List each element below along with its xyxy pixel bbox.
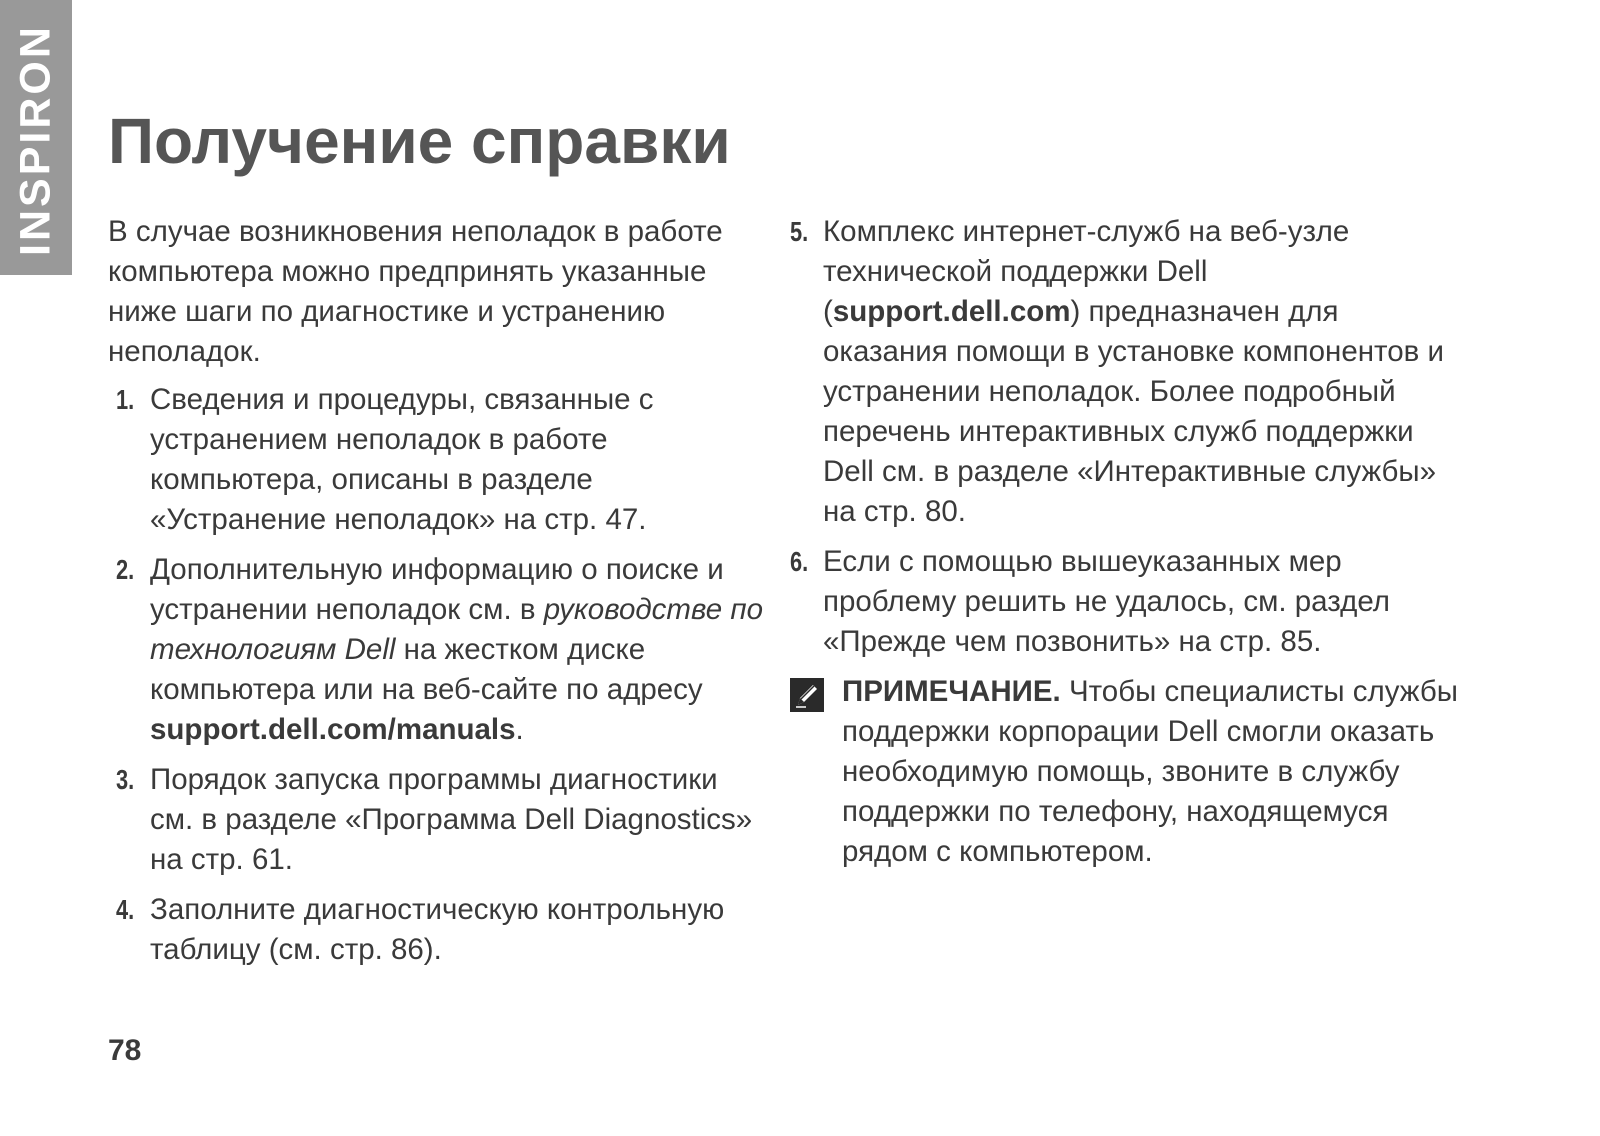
- side-brand-tab: [0, 0, 72, 275]
- page-title: Получение справки: [108, 105, 731, 177]
- step-6: [790, 542, 1470, 662]
- brand-label: INSPIRON: [11, 24, 60, 256]
- step-number: 4.: [116, 894, 135, 925]
- note-label: ПРИМЕЧАНИЕ.: [842, 675, 1061, 708]
- note-block: [790, 672, 1470, 872]
- step-5: [790, 212, 1470, 532]
- step-text: ) предназначен для оказания помощи в установке компонентов и устранении неполадок. Более подробный перечень интерактивных служб поддержки Dell см. в разделе «Интерактивные службы» на стр. 80.: [823, 295, 1444, 528]
- manuals-url: support.dell.com/manuals: [150, 713, 516, 746]
- left-column: [108, 212, 768, 980]
- step-number: 2.: [116, 554, 135, 585]
- note-text: Чтобы специалисты службы поддержки корпорации Dell смогли оказать необходимую помощь, звоните в службу поддержки по телефону, находящемуся рядом с компьютером.: [842, 675, 1458, 868]
- step-text: на жестком диске компьютера или на веб-сайте по адресу: [150, 633, 703, 706]
- step-number: 6.: [790, 546, 809, 577]
- step-text: Заполните диагностическую контрольную таблицу (см. стр. 86).: [150, 893, 725, 966]
- right-column: [790, 212, 1470, 872]
- step-text: Комплекс интернет-служб на веб-узле технической поддержки Dell (: [823, 215, 1350, 328]
- step-number: 1.: [116, 384, 135, 415]
- step-text: Сведения и процедуры, связанные с устранением неполадок в работе компьютера, описаны в разделе «Устранение неполадок» на стр. 47.: [150, 383, 654, 536]
- step-text: Дополнительную информацию о поиске и устранении неполадок см. в: [150, 553, 724, 626]
- step-text: Порядок запуска программы диагностики см. в разделе «Программа Dell Diagnostics» на стр. 61.: [150, 763, 753, 876]
- step-3: [108, 760, 768, 880]
- note-pencil-icon: [790, 678, 824, 712]
- step-1: [108, 380, 768, 540]
- guide-title-italic: руководстве по технологиям Dell: [150, 593, 763, 666]
- step-4: [108, 890, 768, 970]
- step-text-end: .: [515, 713, 524, 746]
- step-text: Если с помощью вышеуказанных мер проблему решить не удалось, см. раздел «Прежде чем позвонить» на стр. 85.: [823, 545, 1390, 658]
- step-number: 5.: [790, 216, 809, 247]
- page-number: 78: [108, 1034, 142, 1067]
- step-number: 3.: [116, 764, 135, 795]
- intro-paragraph: В случае возникновения неполадок в работе компьютера можно предпринять указанные ниже шаги по диагностике и устранению неполадок.: [108, 215, 723, 368]
- step-2: [108, 550, 768, 750]
- support-url: support.dell.com: [832, 295, 1071, 328]
